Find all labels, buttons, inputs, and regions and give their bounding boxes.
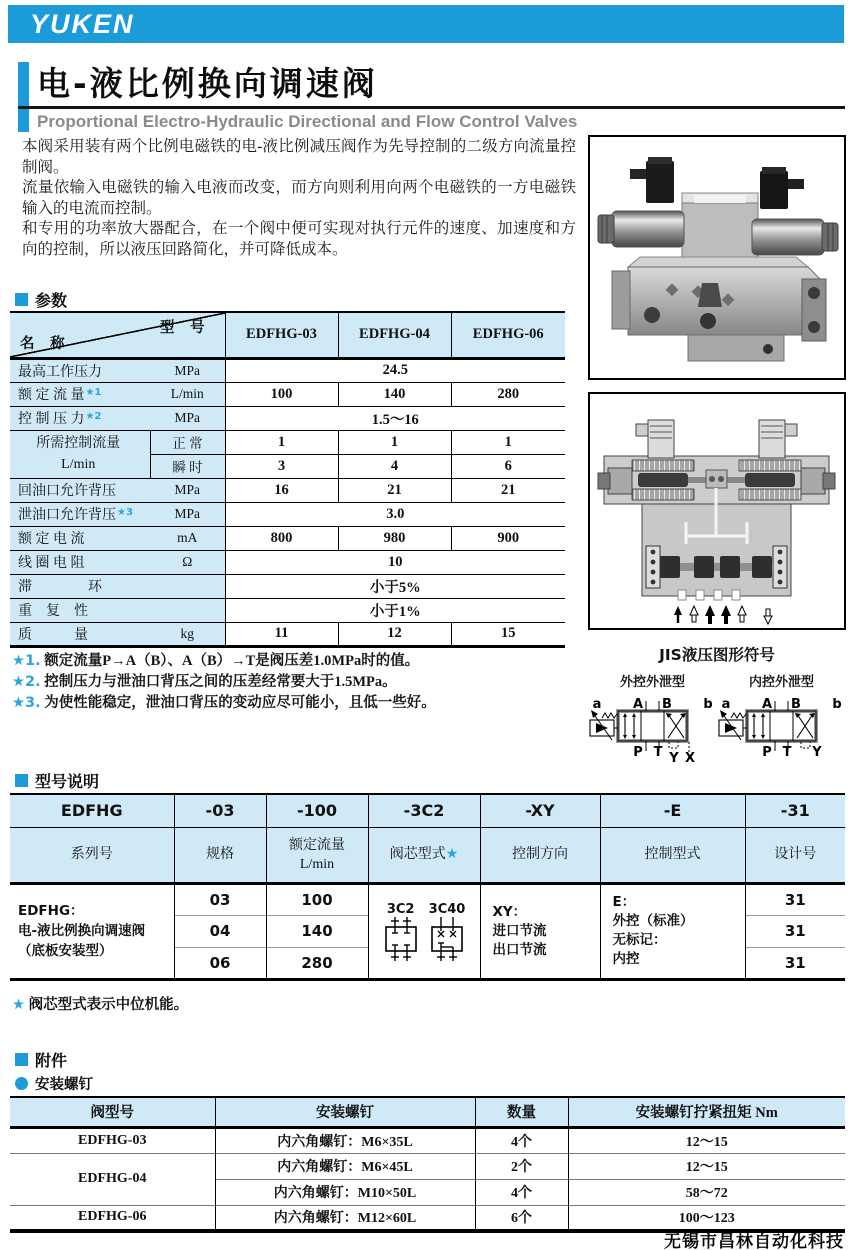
star-icon: ★3 bbox=[117, 507, 133, 518]
jis-symbol-external-pilot bbox=[590, 697, 695, 766]
port-label-Y: Y bbox=[812, 745, 822, 760]
design-cell: 31 bbox=[745, 947, 845, 979]
intro-paragraph: 流量依输入电磁铁的输入电液而改变，而方向则利用向两个电磁铁的一方电磁铁输入的电流而控制。 bbox=[22, 179, 576, 217]
accessories-row bbox=[10, 1127, 845, 1153]
param-row bbox=[10, 574, 565, 598]
param-label: 线 圈 电 阻 bbox=[10, 550, 150, 574]
label-cell: 额定流量 L/min bbox=[266, 827, 368, 883]
acc-header-cell: 安装螺钉拧紧扭矩 Nm bbox=[568, 1097, 845, 1127]
star-icon: ★ bbox=[12, 997, 25, 1013]
param-label: 回油口允许背压 bbox=[10, 478, 150, 502]
param-value: 小于5% bbox=[225, 574, 565, 598]
param-unit: L/min bbox=[150, 382, 225, 406]
param-value: 1 bbox=[225, 430, 338, 454]
acc-screw: 内六角螺钉：M6×35L bbox=[215, 1127, 475, 1153]
spec-cell: 03 bbox=[174, 883, 266, 915]
solenoid-label-b: b bbox=[832, 697, 842, 712]
model-label-row bbox=[10, 827, 845, 883]
acc-qty: 6个 bbox=[475, 1205, 568, 1231]
param-row bbox=[10, 478, 565, 502]
acc-header-cell: 数量 bbox=[475, 1097, 568, 1127]
acc-screw: 内六角螺钉：M10×50L bbox=[215, 1179, 475, 1205]
port-label-A: A bbox=[632, 697, 644, 712]
corner-model-label: 型 号 bbox=[159, 320, 211, 336]
solenoid-a bbox=[598, 211, 684, 247]
spec-cell: 04 bbox=[174, 915, 266, 947]
jis-symbols-section bbox=[588, 643, 846, 768]
spec-cell: 06 bbox=[174, 947, 266, 979]
acc-torque: 12～15 bbox=[568, 1127, 845, 1153]
label-cell: 规格 bbox=[174, 827, 266, 883]
company-watermark: 无锡市昌林自动化科技 bbox=[664, 1232, 844, 1250]
flow-cell: 280 bbox=[266, 947, 368, 979]
solenoid-b bbox=[752, 219, 838, 255]
footnote-text: 为使性能稳定，泄油口背压的变动应尽可能小，且低一些好。 bbox=[40, 695, 436, 711]
acc-torque: 12～15 bbox=[568, 1153, 845, 1179]
param-value: 21 bbox=[451, 478, 565, 502]
param-value: 11 bbox=[225, 622, 338, 646]
title-accent-bar bbox=[18, 62, 29, 132]
param-value: 10 bbox=[225, 550, 565, 574]
mounting-screws-title: 安装螺钉 bbox=[35, 1077, 93, 1093]
jis-symbol-internal-pilot bbox=[719, 697, 842, 760]
acc-qty: 4个 bbox=[475, 1127, 568, 1153]
param-row bbox=[10, 622, 565, 646]
port-label-Y: Y bbox=[669, 751, 679, 766]
param-label: 额 定 流 量$^{★1}$ bbox=[10, 382, 150, 406]
spool-symbol-3C2 bbox=[383, 917, 419, 961]
param-label: 控 制 压 力$^{★2}$ bbox=[10, 406, 150, 430]
param-sub-label: 正 常 bbox=[150, 430, 225, 454]
yuken-logo: YUKEN bbox=[30, 9, 135, 39]
subsection-mounting-screws bbox=[15, 1073, 93, 1094]
port-label-B: B bbox=[791, 697, 801, 712]
param-row bbox=[10, 502, 565, 526]
param-unit: kg bbox=[150, 622, 225, 646]
param-value: 800 bbox=[225, 526, 338, 550]
design-cell: 31 bbox=[745, 915, 845, 947]
accessories-header-row bbox=[10, 1097, 845, 1127]
section-params bbox=[15, 288, 67, 311]
param-value: 900 bbox=[451, 526, 565, 550]
param-header-row bbox=[10, 312, 565, 358]
main-valve-body bbox=[612, 257, 826, 361]
model-body-row bbox=[10, 883, 845, 915]
label-cell: 控制方向 bbox=[480, 827, 600, 883]
solenoid-label-a: a bbox=[592, 697, 602, 712]
param-value: 3.0 bbox=[225, 502, 565, 526]
intro-paragraph: 本阀采用装有两个比例电磁铁的电-液比例减压阀作为先导控制的二级方向流量控制阀。 bbox=[22, 138, 576, 176]
param-value: 980 bbox=[338, 526, 451, 550]
param-value: 21 bbox=[338, 478, 451, 502]
param-row bbox=[10, 406, 565, 430]
code-cell: -E bbox=[600, 794, 745, 827]
connector-b bbox=[760, 167, 804, 209]
param-value: 1 bbox=[451, 430, 565, 454]
acc-screw: 内六角螺钉：M6×45L bbox=[215, 1153, 475, 1179]
param-label: 滞 环 bbox=[10, 574, 225, 598]
param-table bbox=[10, 311, 565, 648]
solenoid-label-b: b bbox=[703, 697, 713, 712]
spool-type-cell bbox=[368, 883, 480, 979]
page-subtitle: Proportional Electro-Hydraulic Directional and Flow Control Valves bbox=[37, 112, 578, 131]
code-cell: -100 bbox=[266, 794, 368, 827]
param-value: 16 bbox=[225, 478, 338, 502]
param-value: 100 bbox=[225, 382, 338, 406]
footnote-text: 额定流量P→A（B）、A（B）→T是阀压差1.0MPa时的值。 bbox=[40, 653, 420, 669]
param-unit: MPa bbox=[150, 502, 225, 526]
jis-left-symbol-b-side bbox=[703, 697, 712, 712]
footnote-text: 控制压力与泄油口背压之间的压差经常要大于1.5MPa。 bbox=[40, 674, 397, 690]
code-cell: EDFHG bbox=[10, 794, 174, 827]
section-accessories bbox=[15, 1048, 67, 1071]
direction-cell: XY： 进口节流 出口节流 bbox=[480, 883, 600, 979]
intro-paragraph: 和专用的功率放大器配合，在一个阀中便可实现对执行元件的速度、加速度和方向的控制，所以液压回路简化，并可降低成本。 bbox=[22, 220, 576, 258]
label-cell: 阀芯型式★ bbox=[368, 827, 480, 883]
cross-section-illustration bbox=[590, 394, 844, 628]
code-cell: -XY bbox=[480, 794, 600, 827]
param-value: 24.5 bbox=[225, 358, 565, 382]
param-value: 小于1% bbox=[225, 598, 565, 622]
accessories-row bbox=[10, 1153, 845, 1179]
param-corner-cell bbox=[10, 312, 225, 358]
acc-header-cell: 阀型号 bbox=[10, 1097, 215, 1127]
star-icon: ★2 bbox=[85, 411, 102, 422]
param-unit: MPa bbox=[150, 358, 225, 382]
param-unit: MPa bbox=[150, 406, 225, 430]
section-model-title: 型号说明 bbox=[35, 772, 100, 791]
param-value: 4 bbox=[338, 454, 451, 478]
param-value: 15 bbox=[451, 622, 565, 646]
model-code-row bbox=[10, 794, 845, 827]
code-cell: -3C2 bbox=[368, 794, 480, 827]
intro-paragraphs bbox=[22, 137, 576, 260]
param-sub-label: 瞬 时 bbox=[150, 454, 225, 478]
jis-labels bbox=[588, 671, 846, 690]
param-notes bbox=[12, 651, 572, 714]
param-footnote bbox=[12, 651, 572, 672]
port-label-X: X bbox=[684, 751, 696, 766]
jis-symbol-diagrams bbox=[588, 690, 846, 768]
page-title: 电-液比例换向调速阀 bbox=[37, 64, 378, 103]
solenoid-label-a: a bbox=[721, 697, 731, 712]
param-value: 140 bbox=[338, 382, 451, 406]
acc-model: EDFHG-03 bbox=[78, 1132, 147, 1148]
code-cell: -31 bbox=[745, 794, 845, 827]
valve-photo-illustration bbox=[590, 137, 844, 378]
section-square-icon bbox=[15, 774, 28, 787]
param-label: 重 复 性 bbox=[10, 598, 225, 622]
param-label: 质 量 bbox=[10, 622, 150, 646]
param-row bbox=[10, 430, 565, 454]
port-label-A: A bbox=[761, 697, 773, 712]
jis-right-label: 内控外泄型 bbox=[748, 675, 814, 690]
control-cell: E： 外控（标准） 无标记： 内控 bbox=[600, 883, 745, 979]
brand-band bbox=[8, 5, 844, 43]
flow-arrows bbox=[674, 605, 772, 624]
param-label: 额 定 电 流 bbox=[10, 526, 150, 550]
param-unit: mA bbox=[150, 526, 225, 550]
model-col-header: EDFHG-06 bbox=[451, 312, 565, 358]
acc-screw: 内六角螺钉：M12×60L bbox=[215, 1205, 475, 1231]
param-value: 280 bbox=[451, 382, 565, 406]
port-label-T: T bbox=[782, 745, 792, 760]
param-footnote bbox=[12, 693, 572, 714]
section-square-icon bbox=[15, 293, 28, 306]
param-row bbox=[10, 550, 565, 574]
flow-cell: 140 bbox=[266, 915, 368, 947]
acc-header-cell: 安装螺钉 bbox=[215, 1097, 475, 1127]
code-cell: -03 bbox=[174, 794, 266, 827]
label-cell: 设计号 bbox=[745, 827, 845, 883]
model-footnote: ★ 阀芯型式表示中位机能。 bbox=[12, 997, 189, 1013]
port-label-P: P bbox=[762, 745, 772, 760]
param-value: 3 bbox=[225, 454, 338, 478]
acc-torque: 58～72 bbox=[568, 1179, 845, 1205]
corner-name-label: 名 称 bbox=[20, 335, 71, 352]
label-cell: 系列号 bbox=[10, 827, 174, 883]
model-col-header: EDFHG-03 bbox=[225, 312, 338, 358]
product-photo bbox=[588, 135, 846, 380]
accessories-table bbox=[10, 1096, 845, 1233]
param-label: 最高工作压力 bbox=[10, 358, 150, 382]
param-row bbox=[10, 598, 565, 622]
spool-3C2: 3C2 bbox=[383, 902, 419, 961]
section-square-icon bbox=[15, 1053, 28, 1066]
jis-left-label: 外控外泄型 bbox=[619, 675, 685, 690]
star-icon: ★1. bbox=[12, 653, 41, 669]
port-label-P: P bbox=[633, 745, 643, 760]
flow-cell: 100 bbox=[266, 883, 368, 915]
section-params-title: 参数 bbox=[35, 291, 68, 310]
star-icon: ★2. bbox=[12, 674, 41, 690]
section-model-code bbox=[15, 769, 99, 792]
acc-model: EDFHG-06 bbox=[10, 1205, 215, 1231]
star-icon: ★3. bbox=[12, 695, 41, 711]
title-rule bbox=[18, 106, 845, 109]
param-value: 12 bbox=[338, 622, 451, 646]
cross-section-diagram bbox=[588, 392, 846, 630]
model-code-table bbox=[10, 793, 845, 981]
port-label-T: T bbox=[653, 745, 663, 760]
param-label: 泄油口允许背压$^{★3}$ bbox=[10, 502, 150, 526]
bullet-circle-icon bbox=[15, 1077, 28, 1090]
connector-a bbox=[630, 157, 674, 203]
param-row bbox=[10, 382, 565, 406]
param-value: 6 bbox=[451, 454, 565, 478]
param-row bbox=[10, 358, 565, 382]
model-col-header: EDFHG-04 bbox=[338, 312, 451, 358]
design-cell: 31 bbox=[745, 883, 845, 915]
acc-torque: 100～123 bbox=[568, 1205, 845, 1231]
port-label-B: B bbox=[662, 697, 672, 712]
param-value: 1.5～16 bbox=[225, 406, 565, 430]
acc-qty: 2个 bbox=[475, 1153, 568, 1179]
param-unit: Ω bbox=[150, 550, 225, 574]
main-section bbox=[642, 488, 791, 600]
label-cell: 控制型式 bbox=[600, 827, 745, 883]
jis-title: JIS液压图形符号 bbox=[659, 646, 775, 664]
star-icon: ★1 bbox=[85, 387, 102, 398]
param-row bbox=[10, 526, 565, 550]
star-icon: ★ bbox=[445, 846, 459, 862]
acc-qty: 4个 bbox=[475, 1179, 568, 1205]
right-column bbox=[588, 135, 846, 768]
section-accessories-title: 附件 bbox=[35, 1051, 68, 1070]
param-label: 所需控制流量 L/min bbox=[10, 430, 150, 478]
param-value: 1 bbox=[338, 430, 451, 454]
spool-3C40: 3C40 bbox=[429, 902, 466, 961]
param-footnote bbox=[12, 672, 572, 693]
acc-model: EDFHG-04 bbox=[10, 1153, 215, 1205]
param-unit: MPa bbox=[150, 478, 225, 502]
series-description: EDFHG： 电-液比例换向调速阀 （底板安装型） bbox=[10, 883, 174, 979]
spool-symbol-3C40 bbox=[429, 917, 465, 961]
